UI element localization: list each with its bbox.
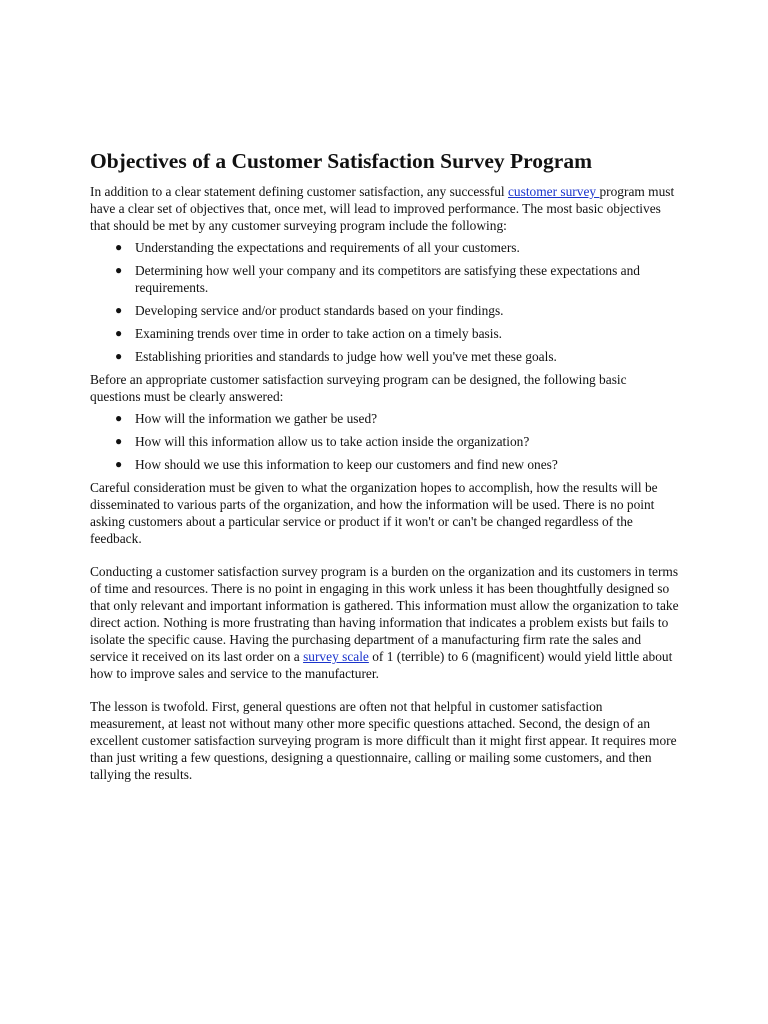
burden-text-before: Conducting a customer satisfaction survey program is a burden on the organization and its customers in terms of time and resources. There is no point in engaging in this work unless it has been thoughtfully designed so that only relevant and important information is gathered. This information must allow the organization to take direct action. Nothing is more frustrating than having information that indicates a problem exists but fails to isolate the specific cause. Having the purchasing department of a manufacturing firm rate the sales and service it received on its last order on a bbox=[90, 564, 679, 664]
customer-survey-link[interactable]: customer survey bbox=[507, 184, 600, 199]
bullet-icon: ● bbox=[115, 240, 123, 254]
bullet-icon: ● bbox=[115, 457, 123, 471]
burden-paragraph bbox=[90, 563, 680, 682]
list-item bbox=[115, 325, 680, 342]
bullet-icon: ● bbox=[115, 263, 123, 277]
list-item-text: Determining how well your company and its competitors are satisfying these expectations and requirements. bbox=[135, 263, 640, 295]
bullet-icon: ● bbox=[115, 411, 123, 425]
bullet-icon: ● bbox=[115, 349, 123, 363]
list-item-text: How should we use this information to keep our customers and find new ones? bbox=[135, 457, 558, 472]
list-item bbox=[115, 239, 680, 256]
bullet-icon: ● bbox=[115, 303, 123, 317]
survey-scale-link[interactable]: survey scale bbox=[303, 649, 369, 664]
list-item bbox=[115, 348, 680, 365]
consideration-paragraph: Careful consideration must be given to what the organization hopes to accomplish, how the results will be disseminated to various parts of the organization, and how the information will be used. There is no point asking customers about a particular service or product if it won't or can't be changed regardless of the feedback. bbox=[90, 480, 658, 546]
list-item bbox=[115, 302, 680, 319]
burden-text-after: of 1 (terrible) to 6 (magnificent) would yield little about how to improve sales and service to the manufacturer. bbox=[90, 649, 673, 681]
list-item bbox=[115, 410, 680, 427]
list-item bbox=[115, 456, 680, 473]
bullet-icon: ● bbox=[115, 434, 123, 448]
page-title: Objectives of a Customer Satisfaction Survey Program bbox=[90, 149, 592, 173]
questions-list bbox=[90, 410, 680, 473]
document-page bbox=[90, 148, 680, 788]
list-item bbox=[115, 262, 680, 296]
bullet-icon: ● bbox=[115, 326, 123, 340]
intro-text-after: program must have a clear set of objectives that, once met, will lead to improved performance. The most basic objectives that should be met by any customer surveying program include the following: bbox=[90, 184, 675, 233]
list-item-text: How will the information we gather be used? bbox=[135, 411, 378, 426]
list-item bbox=[115, 433, 680, 450]
list-item-text: Examining trends over time in order to take action on a timely basis. bbox=[135, 326, 503, 341]
list-item-text: Developing service and/or product standards based on your findings. bbox=[135, 303, 504, 318]
list-item-text: Establishing priorities and standards to judge how well you've met these goals. bbox=[135, 349, 557, 364]
list-item-text: Understanding the expectations and requirements of all your customers. bbox=[135, 240, 520, 255]
objectives-list bbox=[90, 239, 680, 365]
lesson-paragraph: The lesson is twofold. First, general questions are often not that helpful in customer satisfaction measurement, at least not without many other more specific questions attached. Second, the design of an excellent customer satisfaction surveying program is more difficult than it might first appear. It requires more than just writing a few questions, designing a questionnaire, calling or mailing some customers, and then tallying the results. bbox=[90, 699, 677, 782]
intro-paragraph bbox=[90, 183, 680, 234]
questions-intro-paragraph: Before an appropriate customer satisfaction surveying program can be designed, the following basic questions must be clearly answered: bbox=[90, 372, 627, 404]
intro-text-before: In addition to a clear statement defining customer satisfaction, any successful bbox=[90, 184, 508, 199]
list-item-text: How will this information allow us to take action inside the organization? bbox=[135, 434, 530, 449]
